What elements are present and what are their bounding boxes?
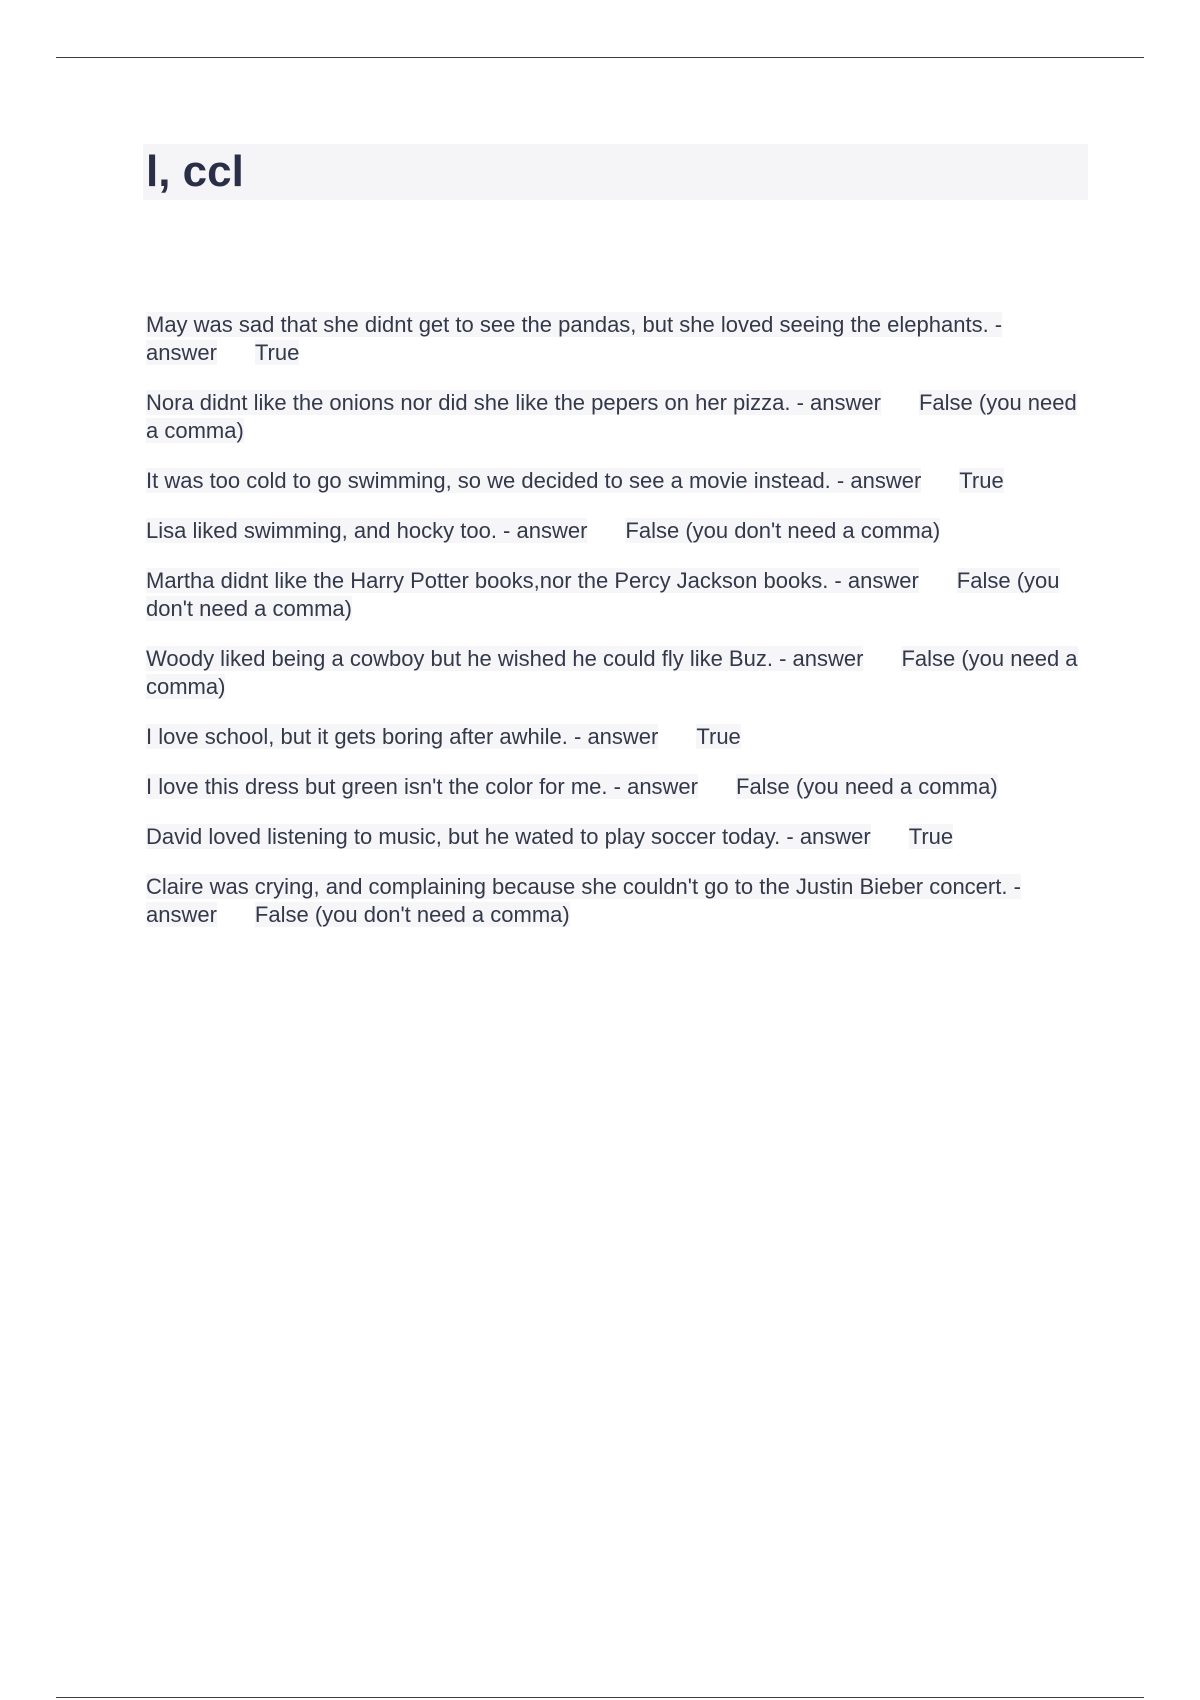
title-band bbox=[143, 144, 1088, 200]
qa-item bbox=[146, 389, 1091, 445]
qa-answer: False (you don't need a comma) bbox=[625, 518, 941, 543]
qa-answer: False (you don't need a comma) bbox=[146, 568, 1060, 621]
qa-question: Martha didnt like the Harry Potter books,nor the Percy Jackson books. - answer bbox=[146, 568, 919, 593]
qa-answer: False (you need a comma) bbox=[736, 774, 998, 799]
qa-question: Nora didnt like the onions nor did she like the pepers on her pizza. - answer bbox=[146, 390, 881, 415]
qa-answer: False (you don't need a comma) bbox=[254, 902, 570, 927]
qa-item bbox=[146, 645, 1091, 701]
qa-item bbox=[146, 467, 1091, 495]
top-rule bbox=[56, 57, 1144, 58]
qa-item bbox=[146, 517, 1091, 545]
qa-answer: True bbox=[959, 468, 1004, 493]
qa-item bbox=[146, 567, 1091, 623]
qa-question: I love school, but it gets boring after awhile. - answer bbox=[146, 724, 659, 749]
qa-answer: False (you need a comma) bbox=[146, 646, 1078, 699]
qa-question: Claire was crying, and complaining because she couldn't go to the Justin Bieber concert. - answer bbox=[146, 874, 1021, 927]
qa-list bbox=[146, 311, 1091, 951]
qa-question: David loved listening to music, but he wated to play soccer today. - answer bbox=[146, 824, 871, 849]
qa-question: It was too cold to go swimming, so we decided to see a movie instead. - answer bbox=[146, 468, 922, 493]
qa-answer: True bbox=[908, 824, 954, 849]
qa-answer: True bbox=[696, 724, 741, 749]
qa-question: Lisa liked swimming, and hocky too. - answer bbox=[146, 518, 588, 543]
qa-item bbox=[146, 773, 1091, 801]
document-title: l, ccl bbox=[146, 147, 244, 196]
qa-item bbox=[146, 823, 1091, 851]
qa-item bbox=[146, 873, 1091, 929]
qa-question: Woody liked being a cowboy but he wished he could fly like Buz. - answer bbox=[146, 646, 864, 671]
qa-question: I love this dress but green isn't the color for me. - answer bbox=[146, 774, 698, 799]
qa-item bbox=[146, 723, 1091, 751]
qa-item bbox=[146, 311, 1091, 367]
qa-question: May was sad that she didnt get to see the pandas, but she loved seeing the elephants. - answer bbox=[146, 312, 1003, 365]
bottom-rule bbox=[56, 1697, 1144, 1698]
qa-answer: True bbox=[254, 340, 300, 365]
qa-answer: False (you need a comma) bbox=[146, 390, 1077, 443]
